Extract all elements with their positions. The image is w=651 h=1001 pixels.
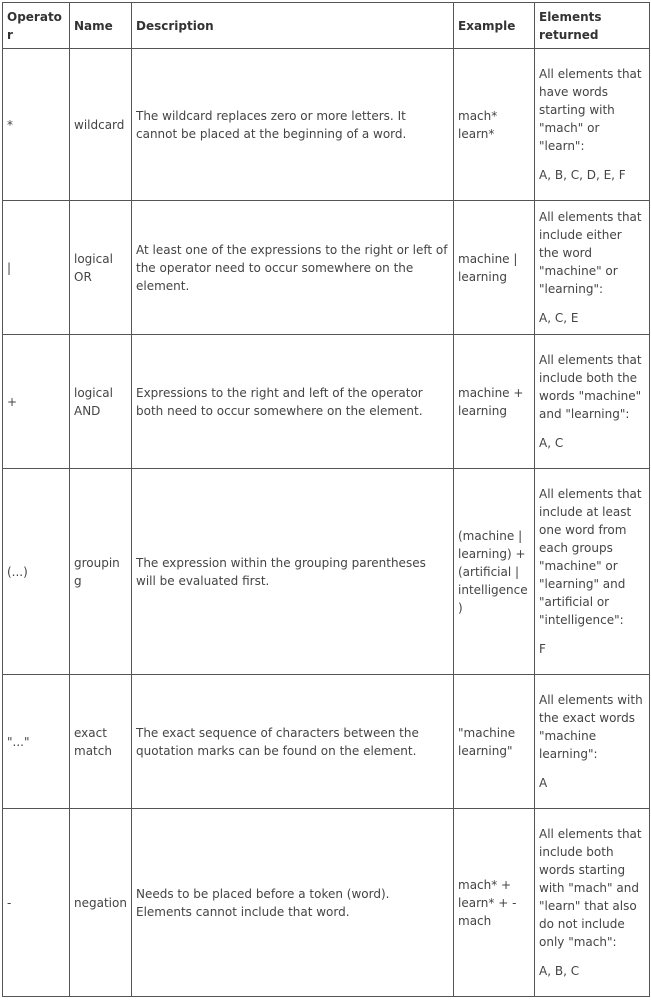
returned-description: All elements that include at least one word from each groups "machine" or "learning" and "artificial or "intelligence": [539,487,642,627]
returned-description: All elements that include either the word "machine" or "learning": [539,210,642,296]
returned-list: A, C, E [539,311,579,325]
returned-description: All elements that include both the words "machine" and "learning": [539,353,642,421]
returned-list: A [539,776,548,790]
header-description: Description [132,3,454,49]
cell-description: At least one of the expressions to the right or left of the operator need to occur somewhere on the element. [132,201,454,335]
cell-operator: - [3,809,70,997]
cell-name: exact match [70,675,132,809]
cell-description: The expression within the grouping parentheses will be evaluated first. [132,469,454,675]
returned-list: A, B, C [539,964,580,978]
cell-operator: | [3,201,70,335]
table-row [3,469,650,675]
returned-list: F [539,642,546,656]
cell-elements-returned [535,675,650,809]
cell-example: "machine learning" [454,675,535,809]
cell-operator: "..." [3,675,70,809]
cell-elements-returned [535,809,650,997]
cell-elements-returned [535,49,650,201]
cell-description: The exact sequence of characters between the quotation marks can be found on the element. [132,675,454,809]
table-row [3,809,650,997]
cell-elements-returned [535,201,650,335]
cell-name: logical OR [70,201,132,335]
cell-description: Needs to be placed before a token (word). Elements cannot include that word. [132,809,454,997]
cell-example: (machine | learning) + (artificial | intelligence) [454,469,535,675]
cell-name: logical AND [70,335,132,469]
returned-list: A, B, C, D, E, F [539,168,626,182]
cell-example: machine + learning [454,335,535,469]
header-operator: Operator [3,3,70,49]
header-example: Example [454,3,535,49]
cell-operator: (...) [3,469,70,675]
header-elements-returned: Elements returned [535,3,650,49]
table-row [3,201,650,335]
returned-list: A, C [539,436,564,450]
returned-description: All elements with the exact words "machine learning": [539,693,643,761]
returned-description: All elements that include both words starting with "mach" and "learn" that also do not include only "mach": [539,827,642,949]
cell-operator: * [3,49,70,201]
cell-example: mach* + learn* + - mach [454,809,535,997]
header-name: Name [70,3,132,49]
table-row [3,335,650,469]
cell-description: Expressions to the right and left of the operator both need to occur somewhere on the element. [132,335,454,469]
table-header-row [3,3,650,49]
returned-description: All elements that have words starting with "mach" or "learn": [539,67,642,153]
cell-name: negation [70,809,132,997]
cell-name: wildcard [70,49,132,201]
cell-description: The wildcard replaces zero or more letters. It cannot be placed at the beginning of a word. [132,49,454,201]
cell-operator: + [3,335,70,469]
cell-example: machine | learning [454,201,535,335]
cell-name: grouping [70,469,132,675]
table-row [3,49,650,201]
operators-table [2,2,650,997]
cell-example: mach* learn* [454,49,535,201]
cell-elements-returned [535,335,650,469]
cell-elements-returned [535,469,650,675]
table-row [3,675,650,809]
